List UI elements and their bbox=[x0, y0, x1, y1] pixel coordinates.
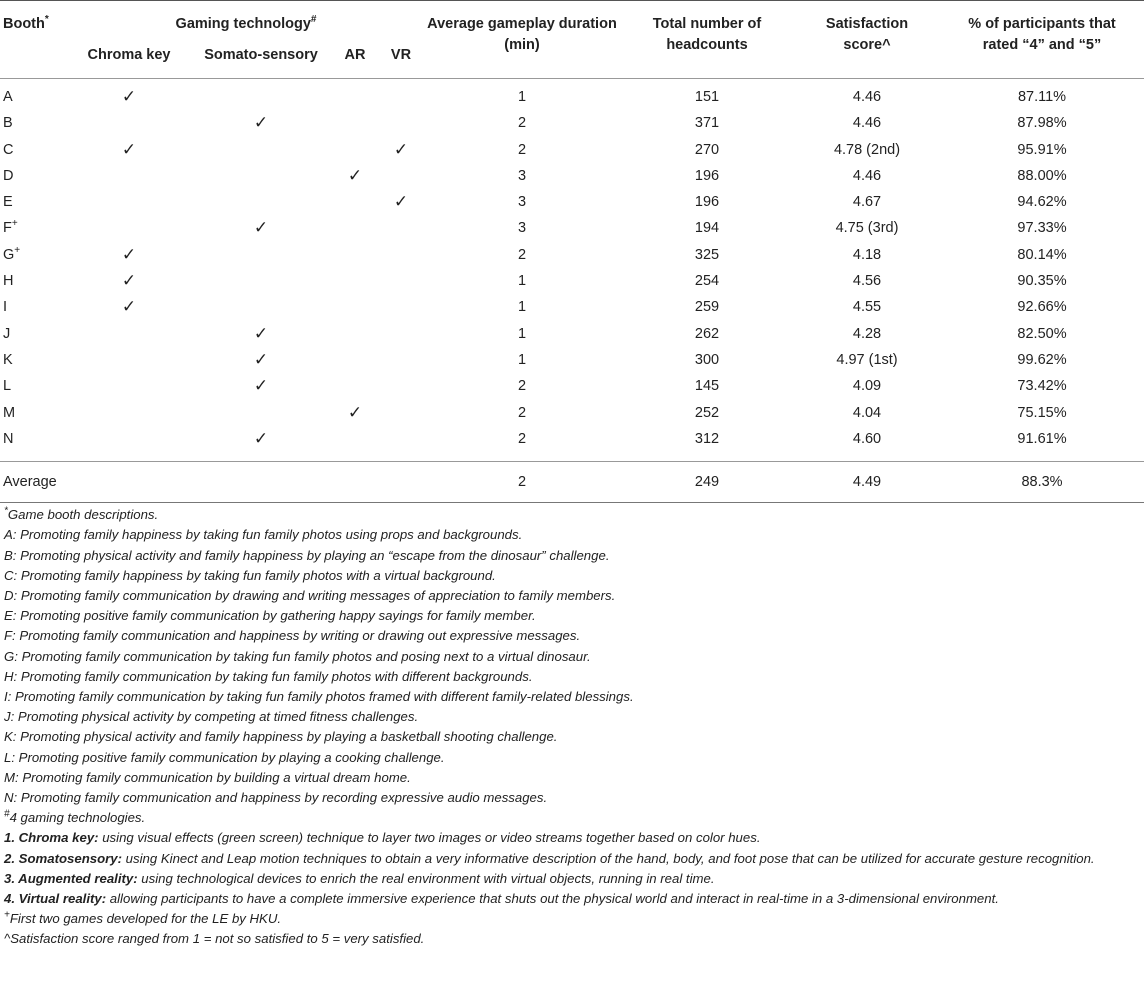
satisfaction-cell: 4.46 bbox=[852, 115, 882, 132]
percent-cell: 91.61% bbox=[1017, 430, 1067, 447]
duration-cell: 2 bbox=[517, 141, 527, 158]
checkmark-icon: ✓ bbox=[347, 165, 363, 185]
average-percent: 88.3% bbox=[1021, 474, 1063, 491]
booth-cell: A bbox=[3, 89, 13, 105]
header-somato-sensory: Somato-sensory bbox=[204, 47, 318, 63]
checkmark-icon: ✓ bbox=[253, 113, 269, 133]
empty-tech-cell bbox=[68, 347, 190, 373]
empty-tech-cell bbox=[68, 426, 190, 452]
satisfaction-cell: 4.46 bbox=[852, 89, 882, 105]
average-satisfaction: 4.49 bbox=[852, 474, 882, 491]
empty-tech-cell bbox=[68, 400, 190, 426]
empty-tech-cell bbox=[190, 189, 332, 215]
booth-cell: J bbox=[3, 325, 11, 342]
header-gaming-technology: Gaming technology# bbox=[175, 14, 317, 32]
empty-tech-cell bbox=[332, 321, 378, 347]
booth-description: F: Promoting family communication and happiness by writing or drawing out expressive messages. bbox=[4, 628, 581, 644]
table-row bbox=[0, 268, 1144, 294]
empty-tech-cell bbox=[190, 268, 332, 294]
booth-description: C: Promoting family happiness by taking fun family photos with a virtual background. bbox=[4, 567, 496, 583]
headcount-cell: 262 bbox=[694, 325, 720, 342]
table-row bbox=[0, 215, 1144, 241]
satisfaction-cell: 4.46 bbox=[852, 167, 882, 184]
technology-text: using visual effects (green screen) technique to layer two images or video streams together based on color hues. bbox=[98, 830, 761, 846]
booth-description: J: Promoting physical activity by competing at timed fitness challenges. bbox=[4, 709, 419, 725]
empty-tech-cell bbox=[68, 110, 190, 136]
empty-tech-cell bbox=[332, 268, 378, 294]
booth-description: H: Promoting family communication by taking fun family photos with different backgrounds. bbox=[4, 668, 533, 684]
header-row-1 bbox=[0, 1, 1144, 35]
duration-cell: 1 bbox=[517, 299, 527, 316]
table-row bbox=[0, 347, 1144, 373]
satisfaction-cell: 4.97 (1st) bbox=[836, 351, 898, 368]
table-row bbox=[0, 242, 1144, 268]
empty-tech-cell bbox=[68, 163, 190, 189]
headcount-cell: 254 bbox=[694, 273, 720, 290]
header-headcount: Total number of headcounts bbox=[652, 16, 762, 53]
empty-tech-cell bbox=[332, 242, 378, 268]
checkmark-icon: ✓ bbox=[253, 349, 269, 369]
footnote-caret: ^Satisfaction score ranged from 1 = not so satisfied to 5 = very satisfied. bbox=[4, 931, 425, 947]
duration-cell: 3 bbox=[517, 194, 527, 211]
empty-tech-cell bbox=[378, 268, 424, 294]
empty-tech-cell bbox=[378, 110, 424, 136]
technology-definition bbox=[4, 849, 1142, 869]
average-row bbox=[0, 462, 1144, 503]
header-booth: Booth* bbox=[3, 14, 49, 32]
empty-tech-cell bbox=[190, 137, 332, 163]
header-chroma-key: Chroma key bbox=[87, 47, 171, 63]
headcount-cell: 371 bbox=[694, 115, 720, 132]
table-row bbox=[0, 373, 1144, 399]
percent-cell: 88.00% bbox=[1017, 167, 1067, 184]
duration-cell: 3 bbox=[517, 167, 527, 184]
booth-cell: H bbox=[3, 273, 14, 290]
table-row bbox=[0, 400, 1144, 426]
technology-list bbox=[4, 828, 1142, 909]
technology-definition bbox=[4, 869, 1142, 889]
satisfaction-cell: 4.75 (3rd) bbox=[835, 220, 899, 237]
empty-tech-cell bbox=[68, 321, 190, 347]
satisfaction-cell: 4.78 (2nd) bbox=[833, 141, 901, 158]
booth-cell: N bbox=[3, 430, 14, 447]
duration-cell: 1 bbox=[517, 325, 527, 342]
empty-tech-cell bbox=[332, 189, 378, 215]
booth-description: K: Promoting physical activity and family happiness by playing a basketball shooting challenge. bbox=[4, 729, 558, 745]
empty-tech-cell bbox=[378, 84, 424, 110]
booth-cell: L bbox=[3, 378, 12, 395]
footnote-tech-title: #4 gaming technologies. bbox=[4, 808, 146, 826]
duration-cell: 3 bbox=[517, 220, 527, 237]
technology-definition bbox=[4, 889, 1142, 909]
empty-tech-cell bbox=[378, 242, 424, 268]
footnotes bbox=[0, 503, 1144, 949]
empty-tech-cell bbox=[378, 347, 424, 373]
checkmark-icon: ✓ bbox=[121, 271, 137, 291]
booth-cell: D bbox=[3, 167, 14, 184]
headcount-cell: 300 bbox=[694, 351, 720, 368]
headcount-cell: 325 bbox=[694, 246, 720, 263]
percent-cell: 73.42% bbox=[1017, 378, 1067, 395]
empty-tech-cell bbox=[378, 215, 424, 241]
percent-cell: 82.50% bbox=[1017, 325, 1067, 342]
percent-cell: 94.62% bbox=[1017, 194, 1067, 211]
headcount-cell: 151 bbox=[694, 89, 720, 105]
checkmark-icon: ✓ bbox=[347, 402, 363, 422]
empty-tech-cell bbox=[378, 163, 424, 189]
checkmark-icon: ✓ bbox=[253, 323, 269, 343]
percent-cell: 87.98% bbox=[1017, 115, 1067, 132]
headcount-cell: 145 bbox=[694, 378, 720, 395]
empty-tech-cell bbox=[190, 242, 332, 268]
booth-description: N: Promoting family communication and happiness by recording expressive audio messages. bbox=[4, 790, 548, 805]
booth-cell: K bbox=[3, 351, 13, 368]
empty-tech-cell bbox=[190, 163, 332, 189]
technology-term: 1. Chroma key: bbox=[4, 830, 99, 846]
empty-tech-cell bbox=[332, 215, 378, 241]
empty-tech-cell bbox=[68, 373, 190, 399]
booth-cell: F+ bbox=[3, 218, 18, 237]
table-row bbox=[0, 294, 1144, 320]
empty-tech-cell bbox=[332, 294, 378, 320]
duration-cell: 2 bbox=[517, 115, 527, 132]
technology-term: 3. Augmented reality: bbox=[4, 870, 138, 886]
empty-tech-cell bbox=[378, 426, 424, 452]
table-row bbox=[0, 321, 1144, 347]
header-vr: VR bbox=[390, 47, 412, 63]
duration-cell: 1 bbox=[517, 273, 527, 290]
satisfaction-cell: 4.18 bbox=[852, 246, 882, 263]
booth-cell: I bbox=[3, 299, 8, 316]
duration-cell: 2 bbox=[517, 246, 527, 263]
duration-cell: 1 bbox=[517, 351, 527, 368]
satisfaction-cell: 4.28 bbox=[852, 325, 882, 342]
technology-text: using Kinect and Leap motion techniques to obtain a very informative description of the hand, body, and foot pose that can be utilized for accurate gesture recognition. bbox=[122, 850, 1095, 866]
table-row bbox=[0, 84, 1144, 110]
average-headcount: 249 bbox=[694, 474, 720, 491]
booth-description: A: Promoting family happiness by taking fun family photos using props and backgrounds. bbox=[4, 527, 523, 543]
booth-cell: E bbox=[3, 194, 13, 211]
booth-cell: C bbox=[3, 141, 14, 158]
empty-tech-cell bbox=[190, 294, 332, 320]
table-row bbox=[0, 189, 1144, 215]
empty-tech-cell bbox=[332, 347, 378, 373]
technology-definition bbox=[4, 828, 1142, 848]
header-ar: AR bbox=[344, 47, 366, 63]
table-row bbox=[0, 426, 1144, 452]
checkmark-icon: ✓ bbox=[121, 244, 137, 264]
empty-tech-cell bbox=[332, 110, 378, 136]
empty-tech-cell bbox=[378, 294, 424, 320]
booth-description: I: Promoting family communication by taking fun family photos framed with different family-related blessings. bbox=[4, 688, 634, 704]
satisfaction-cell: 4.56 bbox=[852, 273, 882, 290]
percent-cell: 99.62% bbox=[1017, 351, 1067, 368]
empty-tech-cell bbox=[378, 400, 424, 426]
empty-tech-cell bbox=[68, 215, 190, 241]
headcount-cell: 196 bbox=[694, 194, 720, 211]
duration-cell: 2 bbox=[517, 404, 527, 421]
empty-tech-cell bbox=[378, 321, 424, 347]
checkmark-icon: ✓ bbox=[121, 87, 137, 106]
empty-tech-cell bbox=[332, 373, 378, 399]
headcount-cell: 312 bbox=[694, 430, 720, 447]
empty-tech-cell bbox=[332, 426, 378, 452]
satisfaction-cell: 4.67 bbox=[852, 194, 882, 211]
booth-description: M: Promoting family communication by building a virtual dream home. bbox=[4, 769, 411, 785]
percent-cell: 92.66% bbox=[1017, 299, 1067, 316]
table-row bbox=[0, 137, 1144, 163]
percent-cell: 97.33% bbox=[1017, 220, 1067, 237]
percent-cell: 87.11% bbox=[1017, 89, 1067, 105]
empty-tech-cell bbox=[190, 84, 332, 110]
header-percent: % of participants that rated “4” and “5” bbox=[968, 16, 1116, 53]
checkmark-icon: ✓ bbox=[253, 428, 269, 448]
header-duration: Average gameplay duration (min) bbox=[427, 16, 617, 53]
headcount-cell: 259 bbox=[694, 299, 720, 316]
headcount-cell: 196 bbox=[694, 167, 720, 184]
empty-tech-cell bbox=[378, 373, 424, 399]
booth-cell: M bbox=[3, 404, 16, 421]
satisfaction-cell: 4.55 bbox=[852, 299, 882, 316]
percent-cell: 95.91% bbox=[1017, 141, 1067, 158]
checkmark-icon: ✓ bbox=[121, 297, 137, 317]
table-row bbox=[0, 163, 1144, 189]
duration-cell: 1 bbox=[517, 89, 527, 105]
percent-cell: 80.14% bbox=[1017, 246, 1067, 263]
empty-tech-cell bbox=[68, 189, 190, 215]
duration-cell: 2 bbox=[517, 378, 527, 395]
booth-description-list bbox=[4, 525, 1142, 808]
percent-cell: 75.15% bbox=[1017, 404, 1067, 421]
footnote-booth-title: *Game booth descriptions. bbox=[4, 505, 159, 523]
average-label: Average bbox=[3, 474, 57, 491]
footnote-plus: +First two games developed for the LE by HKU. bbox=[4, 909, 282, 927]
percent-cell: 90.35% bbox=[1017, 273, 1067, 290]
satisfaction-cell: 4.09 bbox=[852, 378, 882, 395]
checkmark-icon: ✓ bbox=[253, 376, 269, 396]
empty-tech-cell bbox=[190, 400, 332, 426]
checkmark-icon: ✓ bbox=[121, 139, 137, 159]
booth-description: B: Promoting physical activity and family happiness by playing an “escape from the dinosaur” challenge. bbox=[4, 547, 610, 563]
technology-term: 4. Virtual reality: bbox=[4, 891, 107, 907]
satisfaction-cell: 4.04 bbox=[852, 404, 882, 421]
booth-cell: B bbox=[3, 115, 13, 132]
header-satisfaction: Satisfaction score^ bbox=[825, 16, 909, 53]
booth-cell: G+ bbox=[3, 244, 21, 263]
checkmark-icon: ✓ bbox=[253, 218, 269, 238]
booth-description: L: Promoting positive family communication by playing a cooking challenge. bbox=[4, 749, 445, 765]
table-row bbox=[0, 110, 1144, 136]
satisfaction-cell: 4.60 bbox=[852, 430, 882, 447]
technology-term: 2. Somatosensory: bbox=[4, 850, 122, 866]
booth-description: E: Promoting positive family communication by gathering happy sayings for family member. bbox=[4, 608, 536, 624]
booth-description: D: Promoting family communication by drawing and writing messages of appreciation to family members. bbox=[4, 587, 616, 603]
table-body bbox=[0, 79, 1144, 452]
headcount-cell: 270 bbox=[694, 141, 720, 158]
empty-tech-cell bbox=[332, 84, 378, 110]
checkmark-icon: ✓ bbox=[393, 139, 409, 159]
duration-cell: 2 bbox=[517, 430, 527, 447]
headcount-cell: 194 bbox=[694, 220, 720, 237]
average-duration: 2 bbox=[517, 474, 527, 491]
technology-text: using technological devices to enrich the real environment with virtual objects, running in real time. bbox=[137, 870, 715, 886]
technology-text: allowing participants to have a complete immersive experience that shuts out the physical world and interact in real-time in a 3-dimensional environment. bbox=[106, 891, 999, 907]
checkmark-icon: ✓ bbox=[393, 192, 409, 212]
booth-description: G: Promoting family communication by taking fun family photos and posing next to a virtual dinosaur. bbox=[4, 648, 591, 664]
headcount-cell: 252 bbox=[694, 404, 720, 421]
empty-tech-cell bbox=[332, 137, 378, 163]
